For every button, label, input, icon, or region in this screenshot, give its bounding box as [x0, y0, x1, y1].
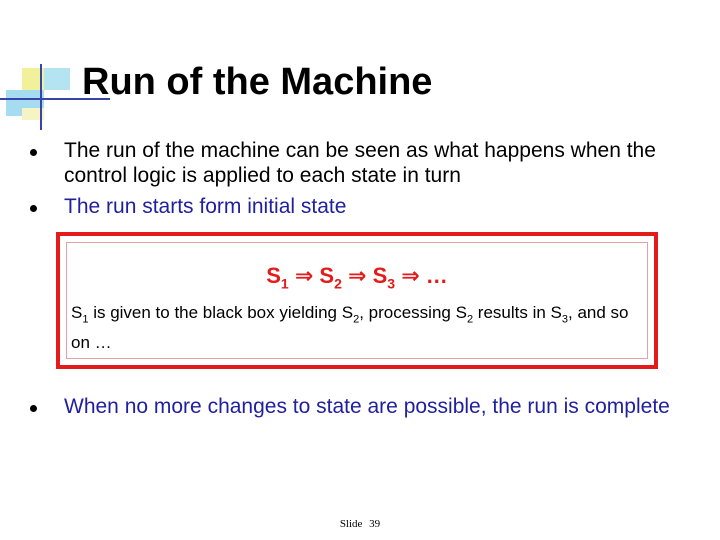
expl-part: , and so on … — [71, 303, 629, 353]
slide-footer: Slide 39 — [339, 518, 381, 530]
formula-ellipsis: … — [425, 263, 448, 288]
bullet-text: The run of the machine can be seen as what happens when the control logic is applied to each state in turn — [64, 139, 656, 187]
box-explanation — [71, 301, 641, 355]
slide-title: Run of the Machine — [82, 61, 433, 103]
bullet-item — [30, 194, 690, 219]
bullet-text: The run starts form initial state — [64, 195, 347, 218]
expl-part: , processing S — [359, 303, 467, 322]
decor-vertical-line — [40, 64, 42, 130]
bullet-dot-icon — [30, 149, 37, 156]
formula-sub2: 2 — [334, 275, 342, 292]
formula-sub3: 3 — [387, 275, 396, 292]
highlight-box — [56, 232, 658, 369]
bullet-item — [30, 394, 690, 419]
state-sequence-formula — [67, 263, 647, 291]
formula-arrow: ⇒ — [294, 263, 314, 288]
formula-arrow: ⇒ — [401, 263, 420, 288]
decor-blue-square-top — [44, 68, 70, 90]
bullet-text: When no more changes to state are possible, the run is complete — [64, 395, 670, 418]
expl-sub: 2 — [466, 313, 474, 326]
formula-s2: S — [319, 263, 335, 288]
formula-arrow: ⇒ — [348, 263, 367, 288]
bullet-list-top — [30, 138, 690, 219]
bullet-dot-icon — [30, 205, 37, 212]
formula-s1: S — [266, 263, 281, 288]
bullet-item — [30, 138, 690, 188]
bullet-dot-icon — [30, 405, 37, 412]
expl-sub: 3 — [561, 313, 568, 326]
expl-part: is given to the black box yielding S — [88, 303, 354, 322]
bullet-list-bottom — [30, 394, 690, 419]
expl-sub: 1 — [82, 313, 89, 326]
formula-s3: S — [372, 263, 388, 288]
expl-part: results in S — [473, 303, 562, 322]
expl-part: S — [71, 303, 83, 322]
highlight-box-inner — [66, 242, 648, 359]
expl-sub: 2 — [353, 313, 360, 326]
formula-sub1: 1 — [280, 275, 289, 292]
